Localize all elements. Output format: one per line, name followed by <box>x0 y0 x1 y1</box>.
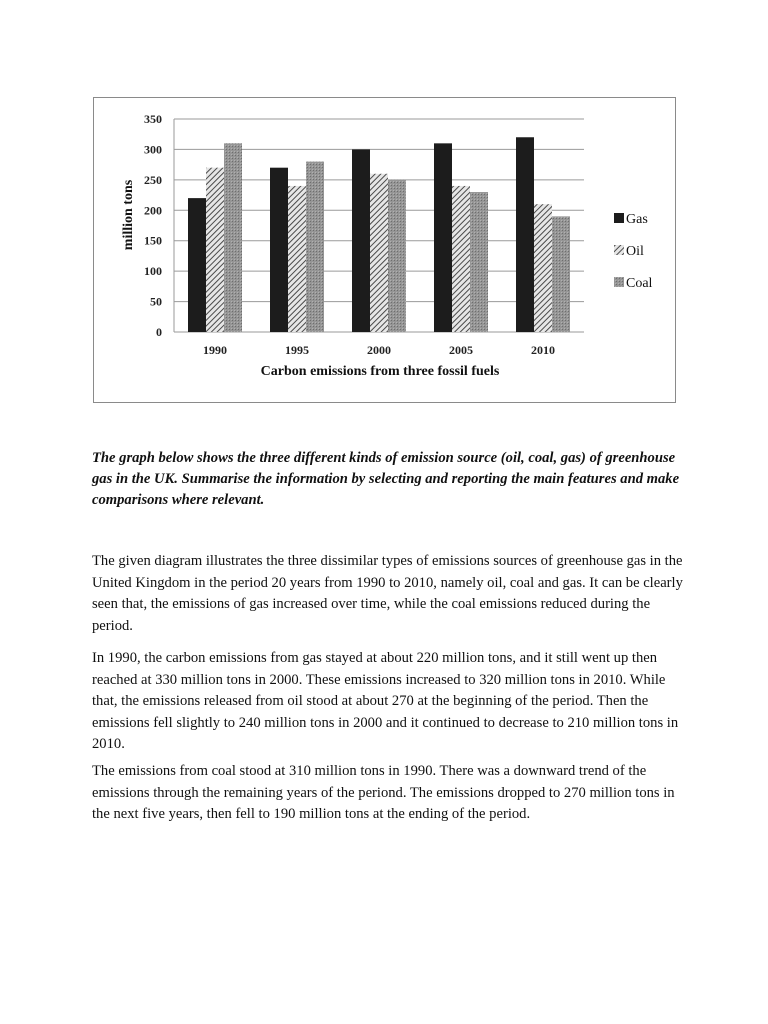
bar-coal-1990 <box>224 143 242 332</box>
y-axis-title: million tons <box>121 179 136 251</box>
legend-swatch-coal <box>614 277 624 287</box>
y-axis-ticks <box>144 112 162 339</box>
legend-label-oil: Oil <box>626 244 644 259</box>
y-tick-label: 200 <box>144 203 162 218</box>
bar-coal-1995 <box>306 162 324 332</box>
bar-gas-2010 <box>516 137 534 332</box>
y-tick-label: 350 <box>144 112 162 126</box>
essay-paragraph: The emissions from coal stood at 310 million tons in 1990. There was a downward trend of the emissions through the remaining years of the periond. The emissions dropped to 270 million tons in the next five years, then fell to 190 million tons at the ending of the period. <box>92 763 675 822</box>
y-tick-label: 300 <box>144 142 162 157</box>
y-tick-label: 0 <box>156 325 162 339</box>
x-tick-label: 1990 <box>203 343 227 357</box>
bar-oil-2000 <box>370 174 388 332</box>
bar-chart <box>93 97 676 403</box>
bar-coal-2010 <box>552 216 570 332</box>
bar-gas-2000 <box>352 149 370 332</box>
x-tick-label: 2005 <box>449 343 473 357</box>
legend-label-coal: Coal <box>626 276 653 291</box>
x-tick-label: 1995 <box>285 343 309 357</box>
y-tick-label: 50 <box>150 294 162 309</box>
legend-swatch-oil <box>614 245 624 255</box>
chart-svg <box>94 98 677 404</box>
essay-paragraph: In 1990, the carbon emissions from gas stayed at about 220 million tons, and it still went up then reached at 330 million tons in 2000. These emissions increased to 320 million tons in 2010. While that, the emissions released from oil stood at about 270 at the beginning of the period. Then the emissions fell slightly to 240 million tons in 2000 and it continued to decrease to 210 million tons in 2010. <box>92 650 679 752</box>
legend <box>614 212 653 291</box>
bar-gas-1995 <box>270 168 288 332</box>
bars <box>188 137 570 332</box>
y-tick-label: 250 <box>144 172 162 187</box>
essay-paragraph: The given diagram illustrates the three dissimilar types of emissions sources of greenhouse gas in the United Kingdom in the period 20 years from 1990 to 2010, namely oil, coal and gas. It can be clearly seen that, the emissions of gas increased over time, while the coal emissions reduced during the period. <box>92 553 683 634</box>
y-tick-label: 150 <box>144 233 162 248</box>
bar-gas-1990 <box>188 198 206 332</box>
bar-oil-2010 <box>534 204 552 332</box>
bar-gas-2005 <box>434 143 452 332</box>
legend-label-gas: Gas <box>626 212 648 227</box>
x-axis-ticks <box>203 343 555 357</box>
task-prompt: The graph below shows the three different kinds of emission source (oil, coal, gas) of greenhouse gas in the UK. Summarise the information by selecting and reporting the main features and make comparisons where relevant. <box>92 450 680 508</box>
x-tick-label: 2000 <box>367 343 391 357</box>
bar-oil-1995 <box>288 186 306 332</box>
bar-coal-2005 <box>470 192 488 332</box>
x-tick-label: 2010 <box>531 343 555 357</box>
x-axis-title: Carbon emissions from three fossil fuels <box>260 364 500 379</box>
bar-oil-2005 <box>452 186 470 332</box>
bar-coal-2000 <box>388 180 406 332</box>
bar-oil-1990 <box>206 168 224 332</box>
y-tick-label: 100 <box>144 264 162 279</box>
legend-swatch-gas <box>614 213 624 223</box>
